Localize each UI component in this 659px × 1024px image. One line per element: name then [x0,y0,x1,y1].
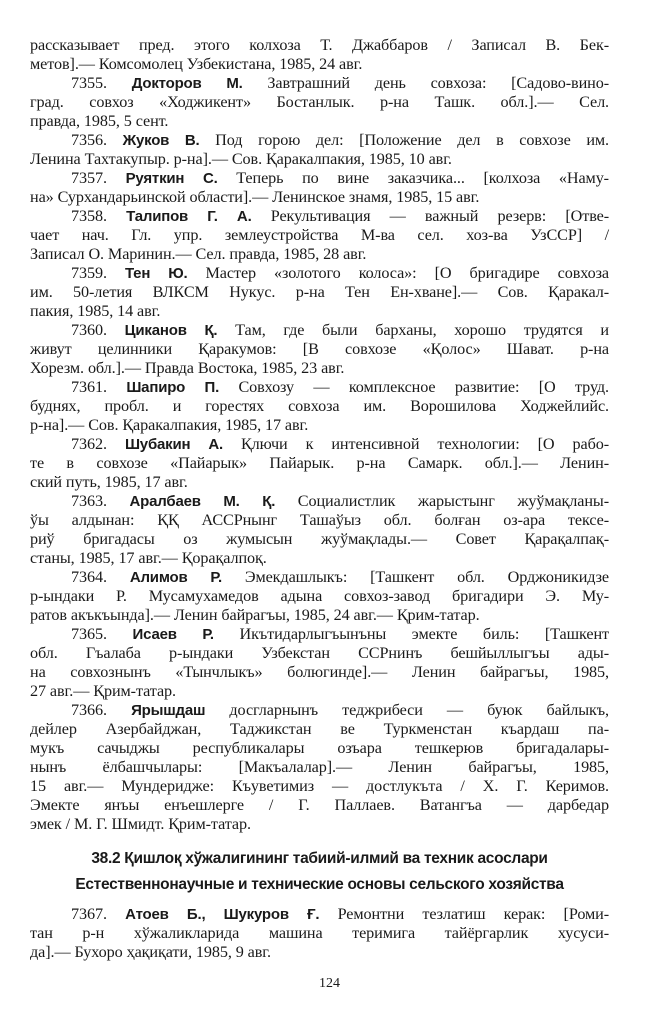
bibliography-entry [30,264,609,321]
entry-line [30,924,609,943]
entry-line [30,511,609,530]
entry-text: риў бригадасы оз жумысын жуўмақлады.— Совет Қарақалпақ- [30,530,609,548]
entry-text: Хорезм. обл.].— Правда Востока, 1985, 23 авг. [30,359,345,377]
bibliography-entry [30,435,609,492]
bibliography-entry [30,321,609,378]
entry-line [30,112,609,131]
entry-line [30,473,609,492]
entry-text: град. совхоз «Ходжикент» Бостанлык. р-на Ташк. обл.].— Сел. [30,93,609,111]
entry-line [30,454,609,473]
entry-text: на совхознынъ «Тынчлыкъ» болюгинде].— Ленин байрагъы, 1985, [30,663,609,681]
entry-author: Шубакин А. [124,436,223,453]
entry-author: Руяткин С. [125,170,218,187]
entry-number: 7366. [71,701,107,719]
entry-text: на» Сурхандарьинской области].— Ленинское знамя, 1985, 15 авг. [30,188,480,206]
entry-line [30,663,609,682]
entry-text: тан р-н хўжаликларида машина теримига тайёргарлик хусуси- [30,924,609,942]
bibliography-entry [30,207,609,264]
entry-line [30,188,609,207]
entry-author: Атоев Б., Шукуров Ғ. [125,906,320,923]
bibliography-text [30,36,609,834]
entry-author: Жуков В. [122,132,200,149]
entry-text: живут целинники Қаракумов: [В совхозе «Қолос» Шават. р-на [30,340,609,358]
entry-line [30,150,609,169]
entry-text: обл. Гъалаба р-ындаки Узбекстан ССРнинъ бешйыллыгъы ады- [30,644,609,662]
entry-text: дейлер Азербайджан, Таджикстан ве Туркменстан къардаш па- [30,720,609,738]
entry-number: 7364. [71,568,107,586]
entry-author: Тен Ю. [124,265,188,282]
entry-number: 7365. [71,625,107,643]
entry-number: 7359. [71,264,107,282]
entry-line [30,606,609,625]
entry-text: чает нач. Гл. упр. землеустройства М-ва сел. хоз-ва УзССР] / [30,226,609,244]
entry-text: пакия, 1985, 14 авг. [30,302,161,320]
entry-line [30,943,609,962]
entry-text: эмек / М. Г. Шмидт. Қрим-татар. [30,815,251,833]
entry-line [30,302,609,321]
entry-number: 7358. [71,207,107,225]
entry-line [30,359,609,378]
section-entries [30,905,609,962]
bibliography-entry [30,378,609,435]
entry-text: Эмекте янъы енъешлерге / Г. Паллаев. Ватангъа — дарбедар [30,796,609,814]
entry-line [30,905,609,924]
entry-text: да].— Бухоро ҳақиқати, 1985, 9 авг. [30,943,271,961]
entry-text: Қлючи к интенсивной технологии: [О рабо- [240,435,610,453]
entry-number: 7363. [71,492,107,510]
entry-text: р-ындаки Р. Мусамухамедов адына совхоз-завод бригадири Э. Му- [30,587,609,605]
entry-line: рассказывает пред. этого колхоза Т. Джаббаров / Записал В. Бек- [30,36,609,54]
bibliography-entry [30,131,609,169]
entry-line [30,682,609,701]
entry-author: Докторов М. [131,75,243,92]
entry-author: Ярышдаш [131,702,206,719]
entry-line [30,568,609,587]
entry-text: р-на].— Сов. Қаракалпакия, 1985, 17 авг. [30,416,309,434]
entry-line [30,739,609,758]
entry-line [30,530,609,549]
entry-line [30,74,609,93]
entry-line [30,264,609,283]
entry-text: 27 авг.— Қрим-татар. [30,682,176,700]
entry-text: 15 авг.— Мундеридже: Къуветимиз — достлукъта / Х. Г. Керимов. [30,777,609,795]
entry-line [30,93,609,112]
entry-line: метов].— Комсомолец Узбекистана, 1985, 24 авг. [30,55,363,73]
entry-author: Алимов Р. [129,569,222,586]
entry-text: досгларнынъ теджрибеси — буюк байлыкъ, [229,701,609,719]
entry-text: ский путь, 1985, 17 авг. [30,473,188,491]
entry-author: Циканов Қ. [124,322,218,339]
entry-text: Теперь по вине заказчика... [колхоза «Наму- [236,169,609,187]
entry-text: станы, 1985, 17 авг.— Қорақалпоқ. [30,549,267,567]
entry-text: Под горою дел: [Положение дел в совхозе им. [215,131,609,149]
bibliography-entry [30,701,609,834]
entry-line [30,226,609,245]
bibliography-entry [30,492,609,568]
entry-text: Эмекдашлыкъ: [Ташкент обл. Орджоникидзе [244,568,610,586]
entry-text: Там, где были барханы, хорошо трудятся и [235,321,609,339]
section-title-russian: Естественнонаучные и технические основы сельского хозяйства [75,876,564,893]
bibliography-entry [30,74,609,131]
entry-text: им. 50-летия ВЛКСМ Нукус. р-на Тен Ен-хване].— Сов. Қаракал- [30,283,609,301]
entry-text: Ленина Тахтакупыр. р-на].— Сов. Қаракалпакия, 1985, 10 авг. [30,150,452,168]
entry-text: буднях, пробл. и горестях совхоза им. Ворошилова Ходжейлийс. [30,397,609,415]
section-heading [30,846,609,898]
entry-author: Исаев Р. [132,626,214,643]
entry-line [30,625,609,644]
entry-text: Рекультивация — важный резерв: [Отве- [270,207,610,225]
entry-line [30,758,609,777]
entry-text: правда, 1985, 5 сент. [30,112,169,130]
bibliography-entry [30,169,609,207]
entry-text: Ремонтни тезлатиш керак: [Роми- [337,905,610,923]
entry-line [30,378,609,397]
entry-line [30,131,609,150]
entry-number: 7362. [71,435,107,453]
entry-line [30,245,609,264]
entry-author: Шапиро П. [126,379,220,396]
bibliography-entry [30,625,609,701]
entry-author: Талипов Г. А. [126,208,252,225]
entry-text: ратов акъкъында].— Ленин байрагъы, 1985, 24 авг.— Қрим-татар. [30,606,480,624]
entry-text: Социалистлик жарыстынг жуўмақланы- [297,492,609,510]
bibliography-entry [30,568,609,625]
entry-line [30,435,609,454]
entry-line [30,720,609,739]
entry-number: 7360. [71,321,107,339]
entry-text: Икътидарлыгъынъны эмекте биль: [Ташкент [239,625,609,643]
entry-number: 7361. [71,378,107,396]
entry-text: те в совхозе «Пайарык» Пайарык. р-на Самарк. обл.].— Ленин- [30,454,609,472]
entry-text: нынъ ёлбашчылары: [Макъалалар].— Ленин байрагъы, 1985, [30,758,609,776]
page-number: 124 [319,976,340,991]
entry-line [30,815,609,834]
entry-number: 7355. [71,74,107,92]
entry-line [30,796,609,815]
entry-number: 7356. [71,131,107,149]
entry-line [30,644,609,663]
entry-line [30,416,609,435]
entry-text: мукъ сачыджы республикалары озъара тешкерюв бригадалары- [30,739,609,757]
entry-line [30,549,609,568]
entry-number: 7367. [71,905,107,923]
entry-text: Завтрашний день совхоза: [Садово-вино- [267,74,610,92]
bibliography-entry [30,905,609,962]
entry-number: 7357. [71,169,107,187]
entry-line [30,321,609,340]
entry-line [30,283,609,302]
entry-line [30,492,609,511]
entry-text: ўы алдынан: ҚҚ АССРнынг Ташаўыз обл. болған оз-ара тексе- [30,511,609,529]
entry-line [30,169,609,188]
entry-line [30,207,609,226]
entry-author: Аралбаев М. Қ. [129,493,276,510]
entry-line [30,397,609,416]
entry-text: Мастер «золотого колоса»: [О бригадире совхоза [205,264,609,282]
entry-text: Записал О. Маринин.— Сел. правда, 1985, 28 авг. [30,245,367,263]
entry-line [30,701,609,720]
continued-entry [30,36,609,74]
entry-text: Совхозу — комплексное развитие: [О труд. [238,378,609,396]
entry-line [30,340,609,359]
section-title-uzbek: 38.2 Қишлоқ хўжалигининг табиий-илмий ва техник асослари [91,850,548,867]
entry-line [30,587,609,606]
entry-line [30,777,609,796]
